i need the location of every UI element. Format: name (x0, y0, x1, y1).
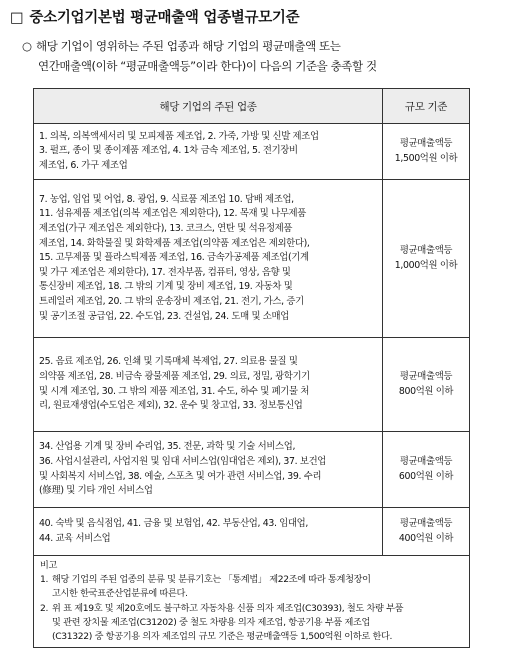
criteria-line: 평균매출액등 (399, 455, 453, 467)
criteria-cell (383, 180, 470, 338)
note-text (52, 573, 463, 601)
intro-paragraph (22, 36, 482, 76)
industry-cell (34, 180, 383, 338)
criteria-line: 800억원 이하 (398, 385, 454, 397)
criteria-cell (383, 432, 470, 508)
intro-line-1-text: 해당 기업이 영위하는 주된 업종과 해당 기업의 평균매출액 또는 (36, 39, 341, 53)
note-text (52, 602, 463, 645)
criteria-cell (383, 124, 470, 180)
table-row (34, 180, 470, 338)
table-header-row (34, 89, 470, 124)
table-row (34, 508, 470, 556)
industry-line: 36. 사업시설관리, 사업지원 및 임대 서비스업(임대업은 제외), 37. 보건업 (39, 455, 326, 467)
note-line: 위 표 제19호 및 제20호에도 불구하고 자동차용 신품 의자 제조업(C30393), 철도 차량 부품 (52, 602, 404, 614)
size-criteria-table (33, 88, 470, 648)
industry-line: 및 가구 제조업은 제외한다), 17. 전자부품, 컴퓨터, 영상, 음향 및 (39, 266, 291, 278)
criteria-line: 600억원 이하 (398, 470, 454, 482)
industry-line: 11. 섬유제품 제조업(의복 제조업은 제외한다), 12. 목재 및 나무제품 (39, 208, 306, 220)
page-title (10, 6, 500, 27)
industry-line: 44. 교육 서비스업 (39, 532, 111, 544)
checkbox-square-icon: □ (10, 10, 24, 26)
industry-line: 리, 원료재생업(수도업은 제외), 32. 운수 및 창고업, 33. 정보통신업 (39, 400, 303, 412)
industry-line: 제조업, 6. 가구 제조업 (39, 159, 128, 171)
industry-cell (34, 432, 383, 508)
note-line: 해당 기업의 주된 업종의 분류 및 분류기호는 「통계법」 제22조에 따라 통계청장이 (52, 574, 371, 586)
industry-line: 7. 농업, 임업 및 어업, 8. 광업, 9. 식료품 제조업 10. 담배 제조업, (39, 193, 294, 205)
industry-line: 통신장비 제조업, 18. 그 밖의 기계 및 장비 제조업, 19. 자동차 및 (39, 281, 293, 293)
criteria-line: 1,500억원 이하 (394, 152, 458, 164)
header-criteria: 규모 기준 (383, 89, 470, 124)
industry-line: 제조업(가구 제조업은 제외한다), 13. 코크스, 연탄 및 석유정제품 (39, 223, 293, 235)
industry-line: 의약품 제조업, 28. 비금속 광물제품 제조업, 29. 의료, 정밀, 광학기기 (39, 370, 310, 382)
table-row (34, 338, 470, 432)
circle-bullet-icon: ○ (22, 39, 32, 53)
intro-line-1 (22, 36, 482, 56)
criteria-line: 평균매출액등 (399, 370, 453, 382)
industry-line: 25. 음료 제조업, 26. 인쇄 및 기록매체 복제업, 27. 의료용 물질 및 (39, 356, 298, 368)
note-line: (C31322) 중 항공기용 의자 제조업의 규모 기준은 평균매출액등 1,500억원 이하로 한다. (52, 631, 393, 643)
industry-cell (34, 508, 383, 556)
industry-line: 40. 숙박 및 음식점업, 41. 금융 및 보험업, 42. 부동산업, 43. 임대업, (39, 517, 309, 529)
criteria-cell (383, 338, 470, 432)
industry-line: 및 시계 제조업, 30. 그 밖의 제품 제조업, 31. 수도, 하수 및 폐기물 처 (39, 385, 310, 397)
notes-row (34, 556, 470, 648)
industry-line: 15. 고무제품 및 플라스틱제품 제조업, 16. 금속가공제품 제조업(기계 (39, 252, 309, 264)
industry-line: (修理) 및 기타 개인 서비스업 (39, 485, 153, 497)
note-line: 및 관련 장치물 제조업(C31202) 중 철도 차량용 의자 제조업, 항공기용 부품 제조업 (52, 616, 371, 628)
criteria-line: 평균매출액등 (399, 137, 453, 149)
table-row (34, 432, 470, 508)
header-industry: 해당 기업의 주된 업종 (34, 89, 383, 124)
page-title-text: 중소기업기본법 평균매출액 업종별규모기준 (29, 10, 300, 26)
industry-line: 34. 산업용 기계 및 장비 수리업, 35. 전문, 과학 및 기술 서비스업, (39, 441, 296, 453)
industry-cell (34, 124, 383, 180)
industry-line: 3. 펄프, 종이 및 종이제품 제조업, 4. 1차 금속 제조업, 5. 전기장비 (39, 145, 298, 157)
note-item (40, 573, 463, 601)
industry-line: 제조업, 14. 화학물질 및 화학제품 제조업(의약품 제조업은 제외한다), (39, 237, 310, 249)
criteria-line: 400억원 이하 (398, 532, 454, 544)
notes-heading: 비고 (40, 560, 58, 571)
industry-line: 트레일러 제조업, 20. 그 밖의 운송장비 제조업, 21. 전기, 가스, 증기 (39, 295, 304, 307)
notes-cell (34, 556, 470, 648)
industry-line: 1. 의복, 의복액세서리 및 모피제품 제조업, 2. 가죽, 가방 및 신발 제조업 (39, 130, 319, 142)
note-line: 고시한 한국표준산업분류에 따른다. (52, 588, 188, 600)
criteria-line: 평균매출액등 (399, 517, 453, 529)
intro-line-2: 연간매출액(이하 “평균매출액등”이라 한다)이 다음의 기준을 충족할 것 (38, 59, 377, 73)
industry-line: 및 공기조절 공급업, 22. 수도업, 23. 건설업, 24. 도매 및 소매업 (39, 310, 289, 322)
table-row (34, 124, 470, 180)
note-number: 1. (40, 574, 49, 586)
criteria-line: 1,000억원 이하 (394, 259, 458, 271)
criteria-line: 평균매출액등 (399, 244, 453, 256)
criteria-cell (383, 508, 470, 556)
note-number: 2. (40, 602, 49, 614)
industry-cell (34, 338, 383, 432)
table-body (34, 124, 470, 648)
note-item (40, 602, 463, 645)
industry-line: 및 사회복지 서비스업, 38. 예술, 스포츠 및 여가 관련 서비스업, 39. 수리 (39, 470, 322, 482)
